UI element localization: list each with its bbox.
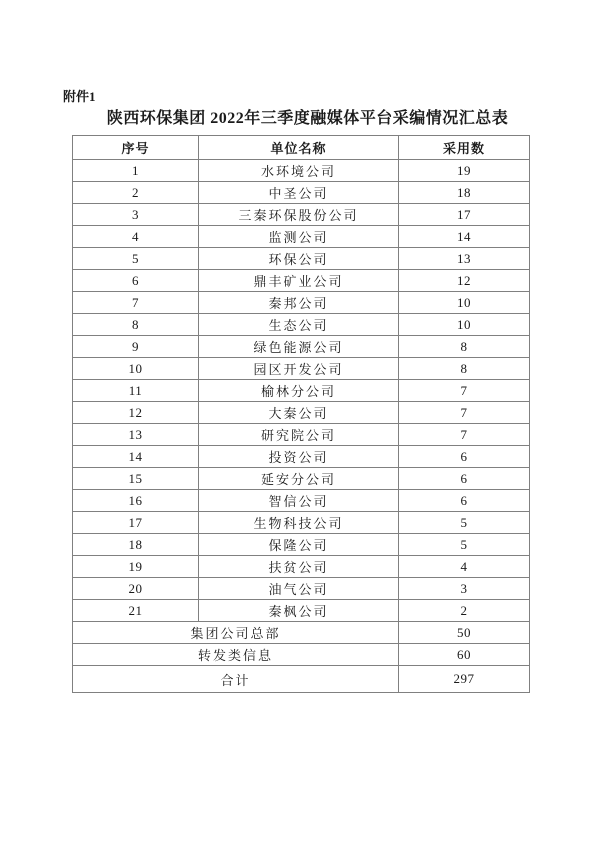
unit-name-cell: 监测公司 bbox=[199, 226, 399, 248]
count-cell: 8 bbox=[399, 336, 530, 358]
column-header-unit-name: 单位名称 bbox=[199, 136, 399, 160]
summary-row bbox=[73, 622, 530, 644]
unit-name-cell: 绿色能源公司 bbox=[199, 336, 399, 358]
count-cell: 4 bbox=[399, 556, 530, 578]
summary-label-cell: 集团公司总部 bbox=[73, 622, 399, 644]
unit-name-cell: 扶贫公司 bbox=[199, 556, 399, 578]
unit-name-cell: 大秦公司 bbox=[199, 402, 399, 424]
column-header-adopted-count: 采用数 bbox=[399, 136, 530, 160]
table-row bbox=[73, 578, 530, 600]
table-row bbox=[73, 402, 530, 424]
summary-row bbox=[73, 644, 530, 666]
count-cell: 7 bbox=[399, 402, 530, 424]
column-header-serial: 序号 bbox=[73, 136, 199, 160]
row-number-cell: 19 bbox=[73, 556, 199, 578]
count-cell: 6 bbox=[399, 446, 530, 468]
row-number-cell: 6 bbox=[73, 270, 199, 292]
total-label-cell: 合计 bbox=[73, 666, 399, 693]
summary-count-cell: 60 bbox=[399, 644, 530, 666]
row-number-cell: 7 bbox=[73, 292, 199, 314]
total-row bbox=[73, 666, 530, 693]
unit-name-cell: 保隆公司 bbox=[199, 534, 399, 556]
count-cell: 3 bbox=[399, 578, 530, 600]
unit-name-cell: 生态公司 bbox=[199, 314, 399, 336]
unit-name-cell: 秦枫公司 bbox=[199, 600, 399, 622]
table-row bbox=[73, 380, 530, 402]
row-number-cell: 3 bbox=[73, 204, 199, 226]
unit-name-cell: 延安分公司 bbox=[199, 468, 399, 490]
table-row bbox=[73, 226, 530, 248]
row-number-cell: 1 bbox=[73, 160, 199, 182]
count-cell: 6 bbox=[399, 468, 530, 490]
row-number-cell: 16 bbox=[73, 490, 199, 512]
row-number-cell: 17 bbox=[73, 512, 199, 534]
unit-name-cell: 生物科技公司 bbox=[199, 512, 399, 534]
unit-name-cell: 水环境公司 bbox=[199, 160, 399, 182]
table-body bbox=[73, 160, 530, 666]
table-row bbox=[73, 358, 530, 380]
summary-count-cell: 50 bbox=[399, 622, 530, 644]
count-cell: 19 bbox=[399, 160, 530, 182]
unit-name-cell: 投资公司 bbox=[199, 446, 399, 468]
count-cell: 2 bbox=[399, 600, 530, 622]
unit-name-cell: 园区开发公司 bbox=[199, 358, 399, 380]
unit-name-cell: 三秦环保股份公司 bbox=[199, 204, 399, 226]
count-cell: 12 bbox=[399, 270, 530, 292]
unit-name-cell: 智信公司 bbox=[199, 490, 399, 512]
count-cell: 5 bbox=[399, 512, 530, 534]
table-row bbox=[73, 292, 530, 314]
row-number-cell: 10 bbox=[73, 358, 199, 380]
table-row bbox=[73, 204, 530, 226]
table-row bbox=[73, 182, 530, 204]
unit-name-cell: 环保公司 bbox=[199, 248, 399, 270]
count-cell: 8 bbox=[399, 358, 530, 380]
table-row bbox=[73, 424, 530, 446]
table-row bbox=[73, 248, 530, 270]
count-cell: 10 bbox=[399, 314, 530, 336]
unit-name-cell: 油气公司 bbox=[199, 578, 399, 600]
table-row bbox=[73, 446, 530, 468]
row-number-cell: 5 bbox=[73, 248, 199, 270]
row-number-cell: 21 bbox=[73, 600, 199, 622]
row-number-cell: 14 bbox=[73, 446, 199, 468]
attachment-label: 附件1 bbox=[63, 89, 96, 104]
table-row bbox=[73, 490, 530, 512]
page-title: 陕西环保集团 2022年三季度融媒体平台采编情况汇总表 bbox=[106, 110, 509, 127]
row-number-cell: 8 bbox=[73, 314, 199, 336]
table-row bbox=[73, 512, 530, 534]
count-cell: 17 bbox=[399, 204, 530, 226]
count-cell: 7 bbox=[399, 424, 530, 446]
row-number-cell: 12 bbox=[73, 402, 199, 424]
table-row bbox=[73, 270, 530, 292]
count-cell: 5 bbox=[399, 534, 530, 556]
count-cell: 14 bbox=[399, 226, 530, 248]
count-cell: 13 bbox=[399, 248, 530, 270]
unit-name-cell: 中圣公司 bbox=[199, 182, 399, 204]
row-number-cell: 4 bbox=[73, 226, 199, 248]
table-row bbox=[73, 600, 530, 622]
unit-name-cell: 榆林分公司 bbox=[199, 380, 399, 402]
count-cell: 18 bbox=[399, 182, 530, 204]
table-row bbox=[73, 468, 530, 490]
table-row bbox=[73, 336, 530, 358]
total-value-cell: 297 bbox=[399, 666, 530, 693]
row-number-cell: 15 bbox=[73, 468, 199, 490]
row-number-cell: 11 bbox=[73, 380, 199, 402]
count-cell: 7 bbox=[399, 380, 530, 402]
unit-name-cell: 研究院公司 bbox=[199, 424, 399, 446]
count-cell: 6 bbox=[399, 490, 530, 512]
summary-table bbox=[72, 135, 530, 693]
row-number-cell: 13 bbox=[73, 424, 199, 446]
unit-name-cell: 秦邦公司 bbox=[199, 292, 399, 314]
row-number-cell: 20 bbox=[73, 578, 199, 600]
table-row bbox=[73, 534, 530, 556]
unit-name-cell: 鼎丰矿业公司 bbox=[199, 270, 399, 292]
table-row bbox=[73, 314, 530, 336]
row-number-cell: 2 bbox=[73, 182, 199, 204]
table-row bbox=[73, 160, 530, 182]
row-number-cell: 9 bbox=[73, 336, 199, 358]
row-number-cell: 18 bbox=[73, 534, 199, 556]
header-row bbox=[73, 136, 530, 160]
summary-label-cell: 转发类信息 bbox=[73, 644, 399, 666]
count-cell: 10 bbox=[399, 292, 530, 314]
table-row bbox=[73, 556, 530, 578]
